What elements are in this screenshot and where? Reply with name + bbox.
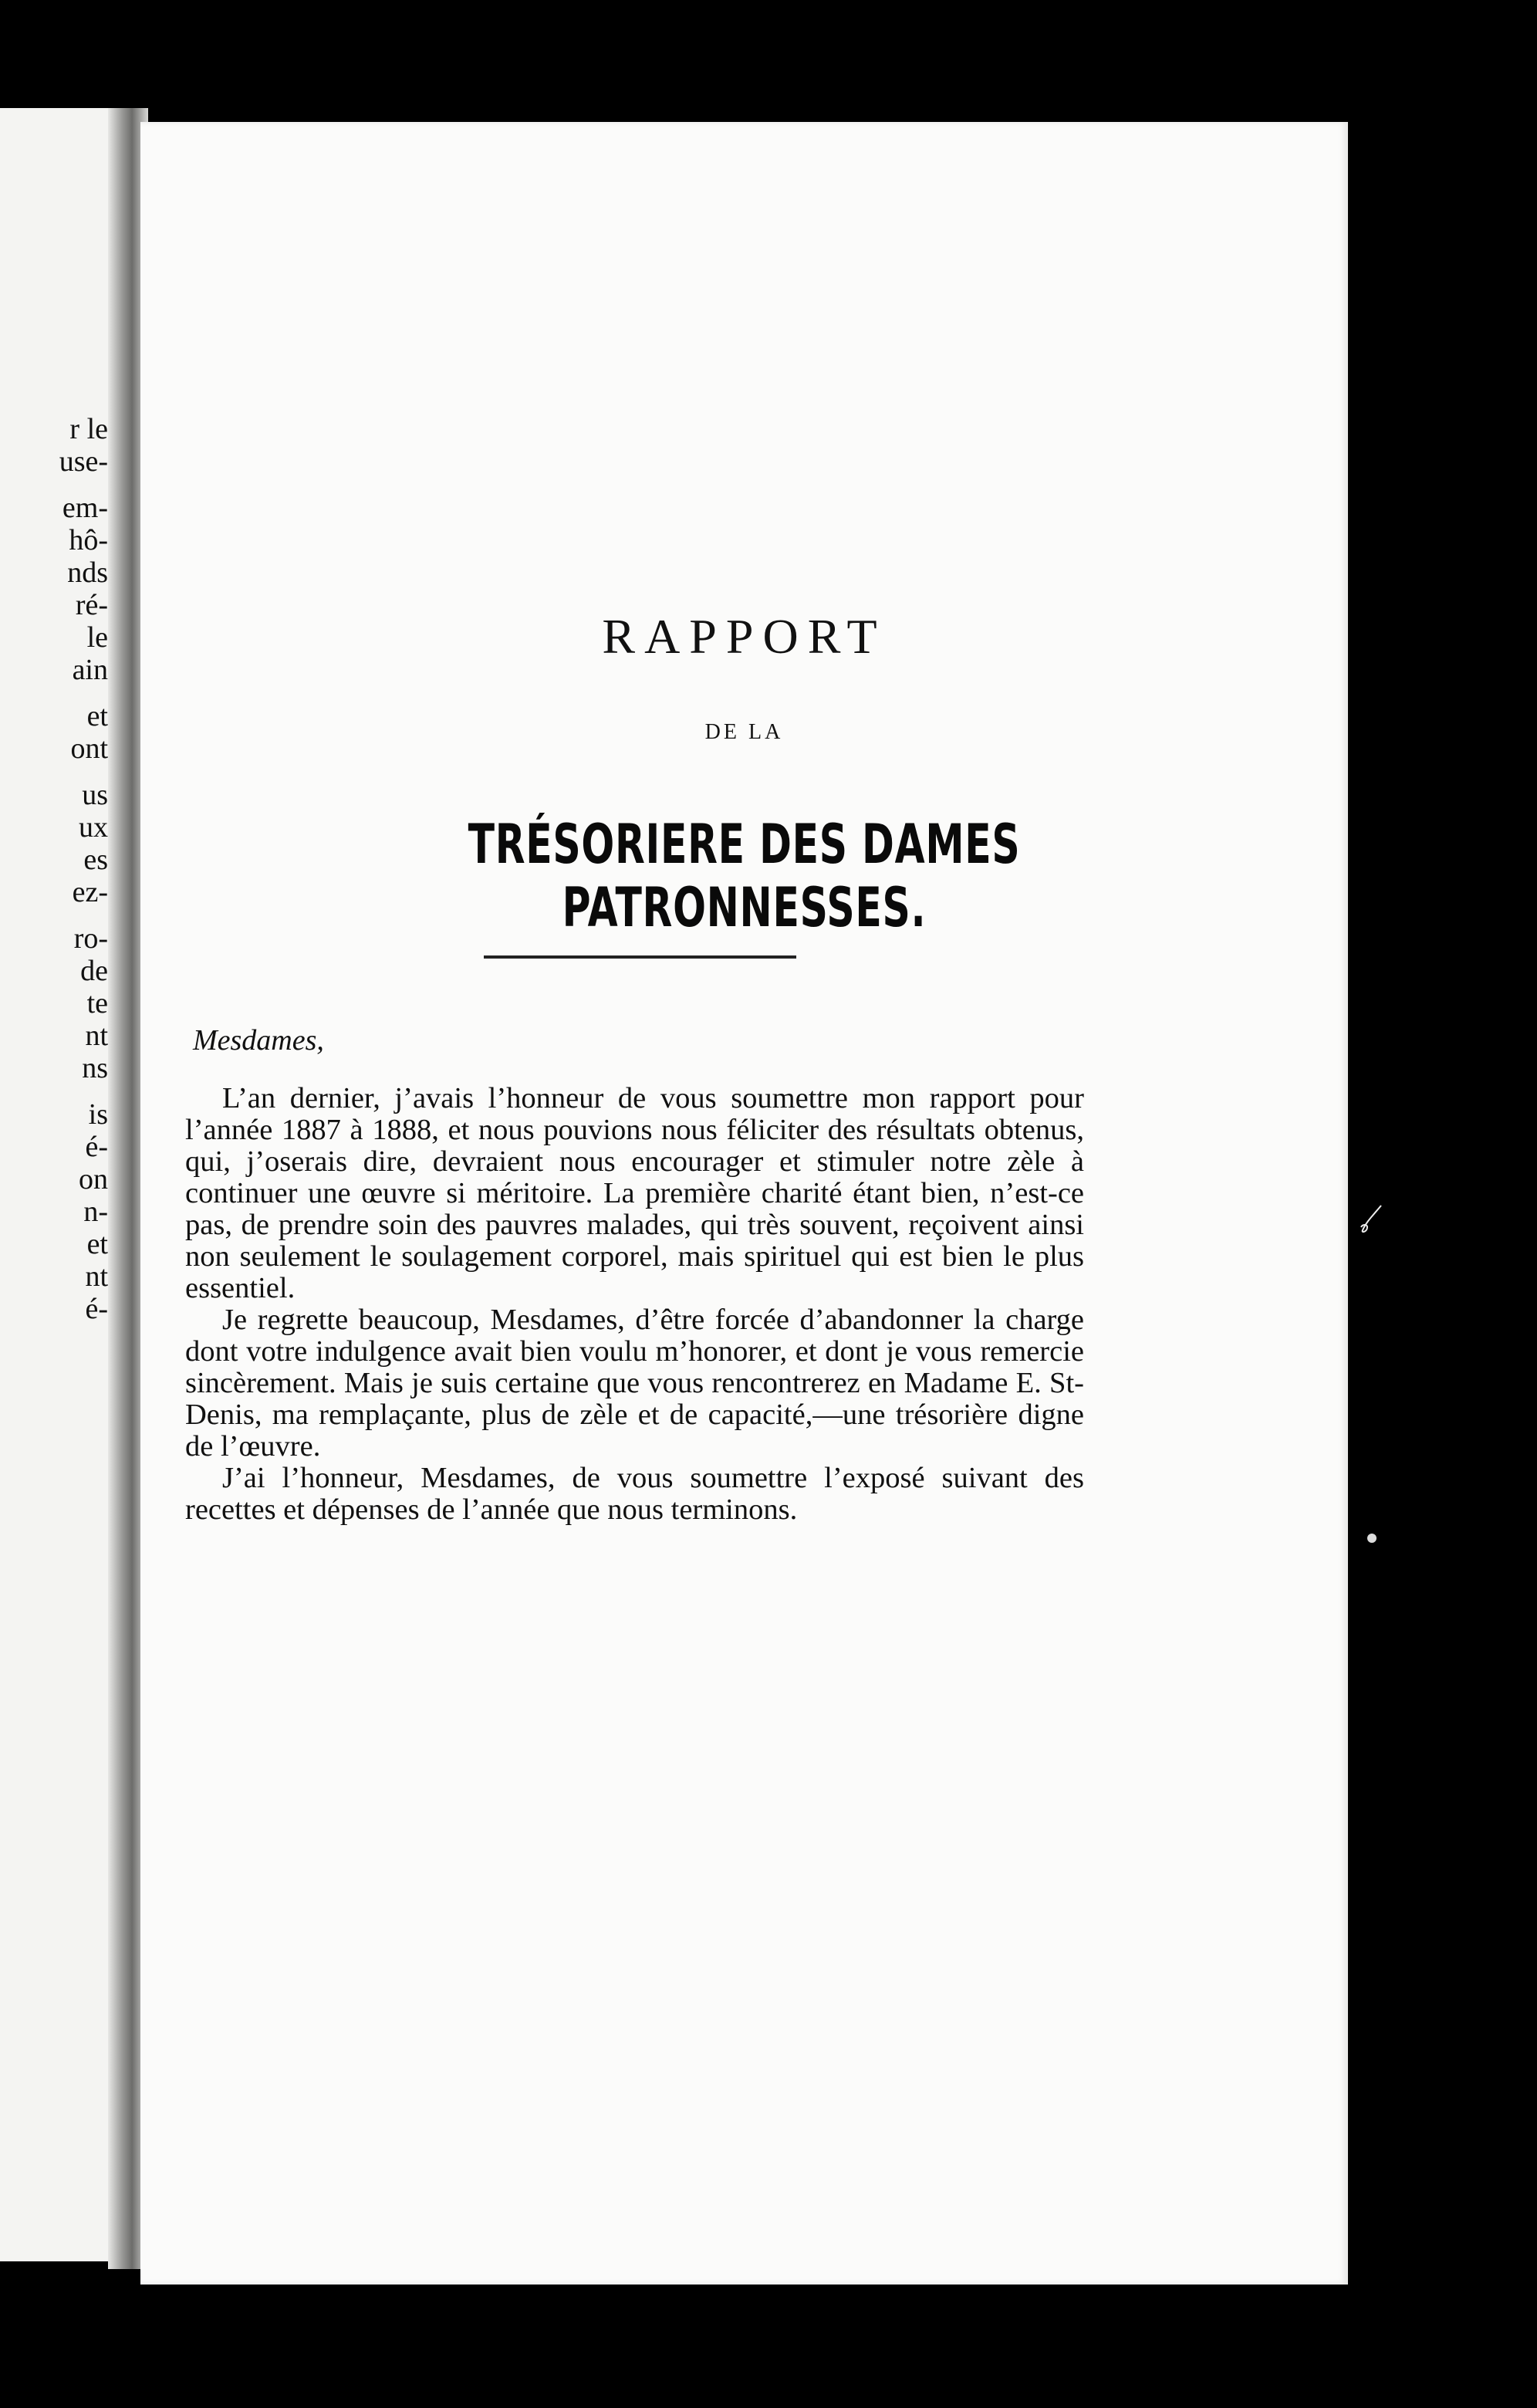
left-page-fragment: ro- [73, 922, 108, 955]
left-page-fragment: us [82, 779, 108, 811]
left-page-fragment: ns [82, 1052, 108, 1084]
left-page-fragment: nt [85, 1260, 108, 1293]
document-page [140, 122, 1348, 2285]
left-page-fragment: nt [85, 1020, 108, 1052]
paragraph: J’ai l’honneur, Mesdames, de vous soumettre l’exposé suivant des recettes et dépenses de l’année que nous terminons. [185, 1462, 1084, 1526]
left-page-fragment: ez- [72, 876, 108, 908]
pencil-mark-icon [1358, 1204, 1389, 1235]
salutation: Mesdames, [193, 1024, 324, 1057]
left-page-fragment: et [86, 1228, 108, 1260]
document-title: RAPPORT [602, 609, 887, 664]
left-page-fragment: r le [69, 413, 108, 445]
left-page-fragment: ux [79, 811, 108, 844]
divider-rule [484, 955, 796, 959]
left-page-fragment: é- [85, 1293, 108, 1325]
left-page-fragment: on [79, 1163, 108, 1196]
left-page-fragment: is [88, 1098, 108, 1131]
left-page-fragment: es [83, 844, 108, 876]
body-text [185, 1083, 1084, 1526]
left-page-fragment: le [86, 621, 108, 654]
left-page-fragment: te [86, 987, 108, 1020]
paragraph: Je regrette beaucoup, Mesdames, d’être forcée d’abandonner la charge dont votre indulgence avait bien voulu m’honorer, et dont je vous remercie sincèrement. Mais je suis certaine que vous rencontrerez en Madame E. St-Denis, ma remplaçante, plus de zèle et de capacité,—une trésorière digne de l’œuvre. [185, 1304, 1084, 1463]
left-page-fragment: ain [72, 654, 108, 686]
left-page-fragment: de [80, 955, 108, 987]
left-page-fragment: ré- [75, 589, 108, 621]
left-page-fragment: n- [83, 1196, 108, 1228]
left-page-fragment: nds [67, 556, 108, 589]
dust-speck-icon [1358, 1524, 1389, 1555]
document-subtitle: DE LA [704, 720, 784, 744]
left-facing-page [0, 108, 116, 2261]
left-page-fragment: em- [62, 492, 108, 524]
document-heading: TRÉSORIERE DES DAMES PATRONNESSES. [468, 813, 1021, 939]
left-page-fragment: ont [70, 732, 108, 765]
left-page-fragment: use- [59, 445, 108, 478]
left-page-fragment: et [86, 700, 108, 732]
left-page-fragment: hô- [69, 524, 108, 556]
paragraph: L’an dernier, j’avais l’honneur de vous soumettre mon rapport pour l’année 1887 à 1888, et nous pouvions nous féliciter des résultats obtenus, qui, j’oserais dire, devraient nous encourager et stimuler notre zèle à continuer une œuvre si méritoire. La première charité étant bien, n’est-ce pas, de prendre soin des pauvres malades, qui très souvent, reçoivent ainsi non seulement le soulagement corporel, mais spirituel qui est bien le plus essentiel. [185, 1082, 1084, 1304]
left-page-fragment: é- [85, 1131, 108, 1163]
